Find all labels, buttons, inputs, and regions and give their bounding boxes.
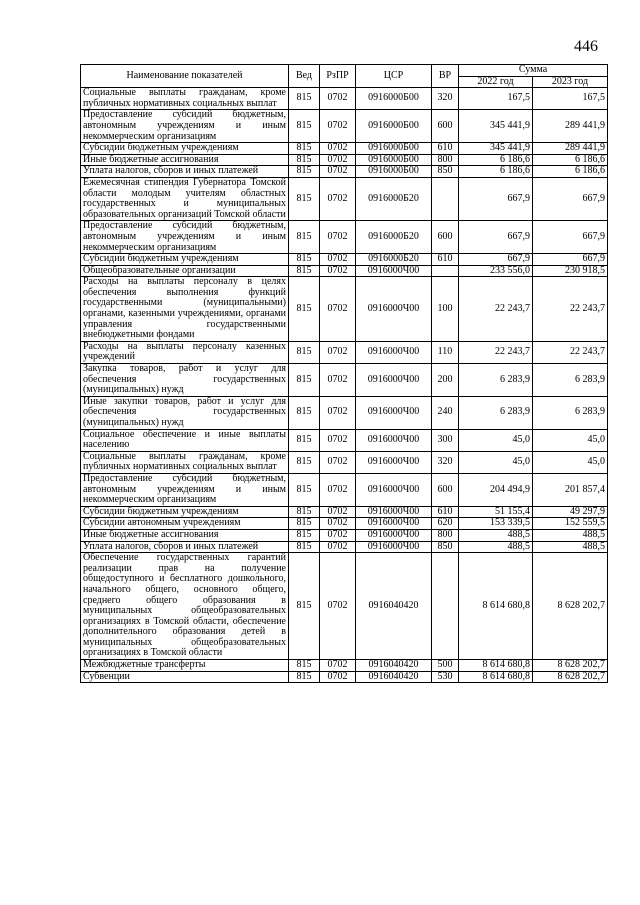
row-2023-cell: 289 441,9 xyxy=(533,143,608,155)
table-row xyxy=(81,671,608,683)
row-name-cell: Субвенции xyxy=(81,671,289,683)
row-2023-cell: 6 283,9 xyxy=(533,396,608,429)
row-ved-cell: 815 xyxy=(289,506,320,518)
row-name-cell: Уплата налогов, сборов и иных платежей xyxy=(81,541,289,553)
row-ved-cell: 815 xyxy=(289,364,320,397)
table-row xyxy=(81,396,608,429)
row-2022-cell: 345 441,9 xyxy=(459,110,533,143)
row-ved-cell: 815 xyxy=(289,110,320,143)
row-name-cell: Социальные выплаты гражданам, кроме публичных нормативных социальных выплат xyxy=(81,88,289,110)
header-year-2023: 2023 год xyxy=(533,76,608,88)
row-vr-cell: 320 xyxy=(432,451,459,473)
row-2022-cell: 8 614 680,8 xyxy=(459,553,533,660)
row-csr-cell: 0916000Ч00 xyxy=(356,506,432,518)
row-rzpr-cell: 0702 xyxy=(320,254,356,266)
row-csr-cell: 0916000Ч00 xyxy=(356,518,432,530)
row-rzpr-cell: 0702 xyxy=(320,553,356,660)
row-2022-cell: 488,5 xyxy=(459,529,533,541)
row-2022-cell: 8 614 680,8 xyxy=(459,671,533,683)
row-2023-cell: 230 918,5 xyxy=(533,265,608,277)
row-csr-cell: 0916000Ч00 xyxy=(356,341,432,363)
table-row xyxy=(81,518,608,530)
row-vr-cell: 610 xyxy=(432,506,459,518)
row-2023-cell: 6 186,6 xyxy=(533,166,608,178)
row-2022-cell: 45,0 xyxy=(459,451,533,473)
row-csr-cell: 0916000Б20 xyxy=(356,221,432,254)
table-row xyxy=(81,221,608,254)
header-sum: Сумма xyxy=(459,65,608,77)
table-row xyxy=(81,177,608,220)
row-csr-cell: 0916040420 xyxy=(356,660,432,672)
row-name-cell: Межбюджетные трансферты xyxy=(81,660,289,672)
table-row xyxy=(81,506,608,518)
row-ved-cell: 815 xyxy=(289,541,320,553)
row-2023-cell: 22 243,7 xyxy=(533,277,608,342)
row-vr-cell xyxy=(432,177,459,220)
row-name-cell: Расходы на выплаты персоналу казенных учреждений xyxy=(81,341,289,363)
row-rzpr-cell: 0702 xyxy=(320,660,356,672)
table-row xyxy=(81,143,608,155)
row-csr-cell: 0916000Б00 xyxy=(356,166,432,178)
row-ved-cell: 815 xyxy=(289,660,320,672)
row-ved-cell: 815 xyxy=(289,221,320,254)
row-ved-cell: 815 xyxy=(289,396,320,429)
row-2022-cell: 51 155,4 xyxy=(459,506,533,518)
header-row xyxy=(81,65,608,77)
row-name-cell: Предоставление субсидий бюджетным, автономным учреждениям и иным некоммерческим организациям xyxy=(81,473,289,506)
table-row xyxy=(81,451,608,473)
row-name-cell: Ежемесячная стипендия Губернатора Томской области молодым учителям областных государственных и муниципальных образовательных организаций Томской области xyxy=(81,177,289,220)
row-vr-cell: 600 xyxy=(432,473,459,506)
row-csr-cell: 0916000Ч00 xyxy=(356,265,432,277)
table-row xyxy=(81,110,608,143)
row-2022-cell: 45,0 xyxy=(459,429,533,451)
row-2023-cell: 488,5 xyxy=(533,529,608,541)
row-csr-cell: 0916000Б00 xyxy=(356,88,432,110)
row-vr-cell: 100 xyxy=(432,277,459,342)
row-2022-cell: 667,9 xyxy=(459,221,533,254)
row-2022-cell: 345 441,9 xyxy=(459,143,533,155)
row-name-cell: Субсидии бюджетным учреждениям xyxy=(81,143,289,155)
row-2023-cell: 45,0 xyxy=(533,451,608,473)
row-name-cell: Субсидии бюджетным учреждениям xyxy=(81,506,289,518)
row-rzpr-cell: 0702 xyxy=(320,143,356,155)
row-2022-cell: 6 283,9 xyxy=(459,364,533,397)
row-2022-cell: 22 243,7 xyxy=(459,341,533,363)
row-2023-cell: 6 283,9 xyxy=(533,364,608,397)
table-row xyxy=(81,265,608,277)
row-csr-cell: 0916000Ч00 xyxy=(356,451,432,473)
row-2022-cell: 8 614 680,8 xyxy=(459,660,533,672)
table-row xyxy=(81,154,608,166)
row-name-cell: Иные бюджетные ассигнования xyxy=(81,154,289,166)
row-ved-cell: 815 xyxy=(289,277,320,342)
table-row xyxy=(81,660,608,672)
row-csr-cell: 0916000Ч00 xyxy=(356,473,432,506)
row-2022-cell: 204 494,9 xyxy=(459,473,533,506)
row-csr-cell: 0916040420 xyxy=(356,671,432,683)
row-2023-cell: 667,9 xyxy=(533,177,608,220)
row-name-cell: Предоставление субсидий бюджетным, автономным учреждениям и иным некоммерческим организациям xyxy=(81,221,289,254)
table-row xyxy=(81,529,608,541)
row-csr-cell: 0916000Ч00 xyxy=(356,396,432,429)
row-csr-cell: 0916000Б00 xyxy=(356,143,432,155)
row-csr-cell: 0916000Б00 xyxy=(356,110,432,143)
row-vr-cell xyxy=(432,265,459,277)
row-ved-cell: 815 xyxy=(289,254,320,266)
row-2023-cell: 6 186,6 xyxy=(533,154,608,166)
row-ved-cell: 815 xyxy=(289,671,320,683)
row-csr-cell: 0916000Ч00 xyxy=(356,277,432,342)
row-rzpr-cell: 0702 xyxy=(320,429,356,451)
header-name: Наименование показателей xyxy=(81,65,289,88)
row-rzpr-cell: 0702 xyxy=(320,166,356,178)
row-rzpr-cell: 0702 xyxy=(320,154,356,166)
row-csr-cell: 0916000Б20 xyxy=(356,254,432,266)
row-vr-cell: 300 xyxy=(432,429,459,451)
row-vr-cell: 200 xyxy=(432,364,459,397)
row-vr-cell: 800 xyxy=(432,154,459,166)
row-name-cell: Субсидии автономным учреждениям xyxy=(81,518,289,530)
row-ved-cell: 815 xyxy=(289,88,320,110)
row-2023-cell: 667,9 xyxy=(533,254,608,266)
row-ved-cell: 815 xyxy=(289,341,320,363)
row-2023-cell: 289 441,9 xyxy=(533,110,608,143)
row-name-cell: Социальное обеспечение и иные выплаты населению xyxy=(81,429,289,451)
budget-table xyxy=(80,64,608,683)
row-ved-cell: 815 xyxy=(289,177,320,220)
row-2023-cell: 152 559,5 xyxy=(533,518,608,530)
row-rzpr-cell: 0702 xyxy=(320,451,356,473)
table-row xyxy=(81,553,608,660)
table-row xyxy=(81,88,608,110)
row-2022-cell: 667,9 xyxy=(459,254,533,266)
table-row xyxy=(81,277,608,342)
header-vr: ВР xyxy=(432,65,459,88)
row-2022-cell: 6 283,9 xyxy=(459,396,533,429)
row-csr-cell: 0916040420 xyxy=(356,553,432,660)
row-ved-cell: 815 xyxy=(289,166,320,178)
row-rzpr-cell: 0702 xyxy=(320,265,356,277)
header-rzpr: РзПР xyxy=(320,65,356,88)
row-name-cell: Общеобразовательные организации xyxy=(81,265,289,277)
header-csr: ЦСР xyxy=(356,65,432,88)
row-csr-cell: 0916000Б00 xyxy=(356,154,432,166)
row-ved-cell: 815 xyxy=(289,553,320,660)
row-rzpr-cell: 0702 xyxy=(320,396,356,429)
row-rzpr-cell: 0702 xyxy=(320,277,356,342)
row-vr-cell: 500 xyxy=(432,660,459,672)
row-2023-cell: 167,5 xyxy=(533,88,608,110)
row-2022-cell: 6 186,6 xyxy=(459,166,533,178)
row-ved-cell: 815 xyxy=(289,451,320,473)
row-2022-cell: 488,5 xyxy=(459,541,533,553)
row-rzpr-cell: 0702 xyxy=(320,341,356,363)
row-2023-cell: 22 243,7 xyxy=(533,341,608,363)
row-ved-cell: 815 xyxy=(289,154,320,166)
row-csr-cell: 0916000Ч00 xyxy=(356,541,432,553)
row-rzpr-cell: 0702 xyxy=(320,221,356,254)
row-2023-cell: 45,0 xyxy=(533,429,608,451)
table-row xyxy=(81,341,608,363)
row-name-cell: Предоставление субсидий бюджетным, автономным учреждениям и иным некоммерческим организациям xyxy=(81,110,289,143)
row-ved-cell: 815 xyxy=(289,265,320,277)
row-2022-cell: 667,9 xyxy=(459,177,533,220)
row-2022-cell: 153 339,5 xyxy=(459,518,533,530)
row-rzpr-cell: 0702 xyxy=(320,88,356,110)
row-rzpr-cell: 0702 xyxy=(320,506,356,518)
row-vr-cell xyxy=(432,553,459,660)
row-rzpr-cell: 0702 xyxy=(320,671,356,683)
row-name-cell: Уплата налогов, сборов и иных платежей xyxy=(81,166,289,178)
row-2023-cell: 49 297,9 xyxy=(533,506,608,518)
row-vr-cell: 600 xyxy=(432,221,459,254)
table-row xyxy=(81,429,608,451)
row-2022-cell: 22 243,7 xyxy=(459,277,533,342)
row-vr-cell: 610 xyxy=(432,143,459,155)
table-row xyxy=(81,541,608,553)
row-vr-cell: 850 xyxy=(432,166,459,178)
page-number: 446 xyxy=(574,38,598,55)
row-vr-cell: 320 xyxy=(432,88,459,110)
row-rzpr-cell: 0702 xyxy=(320,541,356,553)
row-vr-cell: 620 xyxy=(432,518,459,530)
row-2022-cell: 167,5 xyxy=(459,88,533,110)
row-name-cell: Расходы на выплаты персоналу в целях обеспечения выполнения функций государственными (муниципальными) органами, казенными учреждениями, органами управления государственными внебюджетными фондами xyxy=(81,277,289,342)
row-2023-cell: 201 857,4 xyxy=(533,473,608,506)
row-rzpr-cell: 0702 xyxy=(320,110,356,143)
row-ved-cell: 815 xyxy=(289,518,320,530)
row-2023-cell: 8 628 202,7 xyxy=(533,671,608,683)
row-ved-cell: 815 xyxy=(289,529,320,541)
row-2022-cell: 233 556,0 xyxy=(459,265,533,277)
header-ved: Вед xyxy=(289,65,320,88)
row-2023-cell: 8 628 202,7 xyxy=(533,660,608,672)
row-ved-cell: 815 xyxy=(289,473,320,506)
row-name-cell: Закупка товаров, работ и услуг для обеспечения государственных (муниципальных) нужд xyxy=(81,364,289,397)
row-csr-cell: 0916000Ч00 xyxy=(356,529,432,541)
row-vr-cell: 240 xyxy=(432,396,459,429)
table-row xyxy=(81,166,608,178)
row-rzpr-cell: 0702 xyxy=(320,518,356,530)
table-row xyxy=(81,364,608,397)
row-name-cell: Обеспечение государственных гарантий реализации прав на получение общедоступного и бесплатного дошкольного, начального общего, основного общего, среднего общего образования в муниципальных общеобразовательных организациях в Томской области, обеспечение дополнительного образования детей в муниципальных общеобразовательных организациях в Томской области xyxy=(81,553,289,660)
row-2023-cell: 488,5 xyxy=(533,541,608,553)
row-2023-cell: 667,9 xyxy=(533,221,608,254)
row-2023-cell: 8 628 202,7 xyxy=(533,553,608,660)
row-ved-cell: 815 xyxy=(289,429,320,451)
row-ved-cell: 815 xyxy=(289,143,320,155)
row-vr-cell: 610 xyxy=(432,254,459,266)
row-name-cell: Социальные выплаты гражданам, кроме публичных нормативных социальных выплат xyxy=(81,451,289,473)
table-row xyxy=(81,254,608,266)
row-csr-cell: 0916000Ч00 xyxy=(356,364,432,397)
row-name-cell: Иные закупки товаров, работ и услуг для обеспечения государственных (муниципальных) нужд xyxy=(81,396,289,429)
row-rzpr-cell: 0702 xyxy=(320,364,356,397)
row-csr-cell: 0916000Ч00 xyxy=(356,429,432,451)
row-name-cell: Иные бюджетные ассигнования xyxy=(81,529,289,541)
row-rzpr-cell: 0702 xyxy=(320,473,356,506)
header-year-2022: 2022 год xyxy=(459,76,533,88)
row-vr-cell: 110 xyxy=(432,341,459,363)
row-rzpr-cell: 0702 xyxy=(320,177,356,220)
row-csr-cell: 0916000Б20 xyxy=(356,177,432,220)
row-vr-cell: 530 xyxy=(432,671,459,683)
row-vr-cell: 850 xyxy=(432,541,459,553)
row-vr-cell: 800 xyxy=(432,529,459,541)
row-vr-cell: 600 xyxy=(432,110,459,143)
row-name-cell: Субсидии бюджетным учреждениям xyxy=(81,254,289,266)
row-rzpr-cell: 0702 xyxy=(320,529,356,541)
row-2022-cell: 6 186,6 xyxy=(459,154,533,166)
table-row xyxy=(81,473,608,506)
